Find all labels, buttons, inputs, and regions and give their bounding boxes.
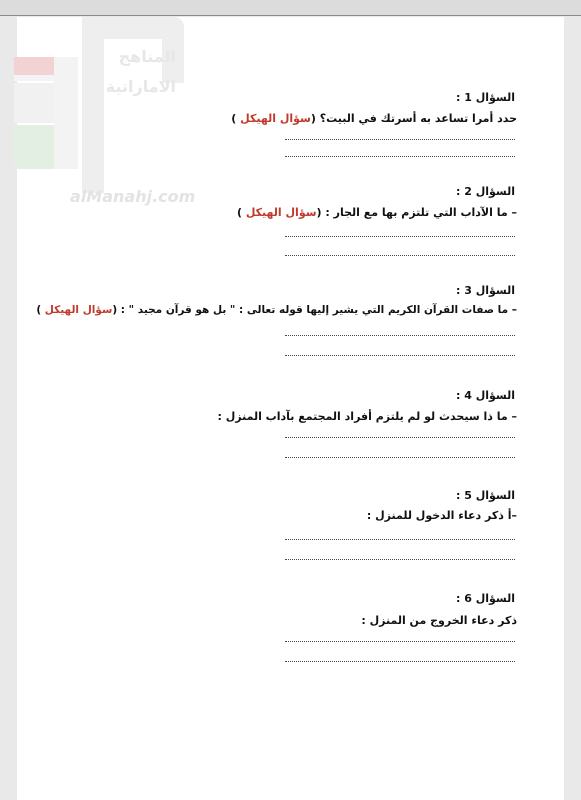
answer-line[interactable]: [285, 156, 515, 157]
question-6-title: السؤال 6 :: [455, 592, 515, 605]
answer-line[interactable]: [285, 236, 515, 237]
question-1-text: حدد أمرا تساعد به أسرتك في البيت؟ (سؤال الهيكل ): [231, 112, 517, 125]
structure-question-tag: سؤال الهيكل: [245, 206, 317, 219]
watermark-logo: [14, 3, 214, 213]
answer-line[interactable]: [285, 457, 515, 458]
question-2-title: السؤال 2 :: [455, 185, 515, 198]
answer-line[interactable]: [285, 539, 515, 540]
question-3-title: السؤال 3 :: [455, 284, 515, 297]
structure-question-tag: سؤال الهيكل: [44, 304, 113, 316]
answer-line[interactable]: [285, 255, 515, 256]
answer-line[interactable]: [285, 641, 515, 642]
watermark-site: alManahj.com: [70, 187, 196, 206]
answer-line[interactable]: [285, 661, 515, 662]
question-5-text: –أ ذكر دعاء الدخول للمنزل :: [366, 509, 517, 522]
question-3-text: – ما صفات القرآن الكريم التي يشير إليها قوله تعالى : " بل هو قرآن مجيد " : (سؤال الهيكل ): [36, 304, 517, 316]
question-1-title: السؤال 1 :: [455, 91, 515, 104]
question-2-text: – ما الآداب التي تلتزم بها مع الجار : (سؤال الهيكل ): [236, 206, 517, 219]
question-6-text: ذكر دعاء الخروج من المنزل :: [361, 614, 517, 627]
answer-line[interactable]: [285, 355, 515, 356]
question-5-title: السؤال 5 :: [455, 489, 515, 502]
answer-line[interactable]: [285, 335, 515, 336]
watermark-title-1: المناهج: [118, 47, 176, 66]
answer-line[interactable]: [285, 437, 515, 438]
flag-logo-icon: [14, 3, 214, 213]
answer-line[interactable]: [285, 559, 515, 560]
structure-question-tag: سؤال الهيكل: [240, 112, 311, 125]
question-4-title: السؤال 4 :: [455, 389, 515, 402]
question-4-text: – ما ذا سيحدث لو لم يلتزم أفراد المجتمع بآداب المنزل :: [217, 410, 517, 423]
watermark-title-2: الاماراتية: [105, 77, 176, 96]
answer-line[interactable]: [285, 139, 515, 140]
worksheet-page: [17, 17, 564, 800]
